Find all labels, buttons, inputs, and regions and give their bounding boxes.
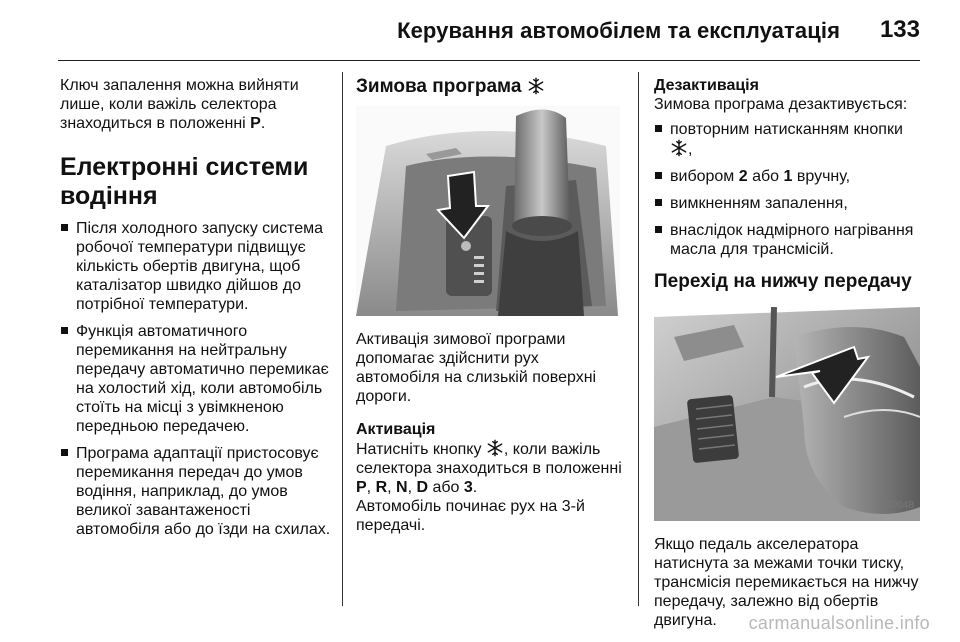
section-heading-electronic: Електронні системи водіння (60, 153, 309, 210)
column-divider-2 (638, 72, 639, 606)
figure-code: 30048 (886, 500, 914, 511)
column-divider-1 (342, 72, 343, 606)
column-3 (654, 76, 924, 630)
activation-heading: Активація (356, 421, 436, 438)
section-heading-winter: Зимова програма (356, 76, 626, 98)
snowflake-icon (527, 77, 545, 95)
section-heading-kickdown: Перехід на нижчу передачу (654, 271, 912, 292)
page-number: 133 (879, 16, 920, 43)
snowflake-icon (670, 139, 688, 157)
list-item: вибором 2 або 1 вручну, (654, 167, 924, 186)
snowflake-icon (486, 439, 504, 457)
intro-paragraph: Ключ запалення можна вийняти лише, коли важіль селектора знаходиться в положенні P. (60, 77, 299, 132)
column-2 (356, 76, 626, 535)
list-item: повторним натисканням кнопки , (654, 120, 924, 159)
deactivation-heading: Дезактивація (654, 77, 759, 94)
page-header (0, 0, 960, 58)
header-rule (58, 60, 920, 61)
running-title: Керування автомобілем та експлуатація (397, 18, 840, 43)
activation-paragraph: Натисніть кнопку , коли важіль селектора знаходиться в положенні P, R, N, D або 3. Автомобіль починає рух на 3-й передачі. (356, 441, 622, 534)
deactivation-intro: Зимова програма дезактивується: (654, 96, 908, 113)
bullet-list-electronic (60, 219, 332, 539)
kickdown-pedal-illustration (654, 307, 920, 521)
list-item: Програма адаптації пристосовує перемикання передач до умов водіння, наприклад, до умов великої завантаженості автомобіля або до їзди на схилах. (60, 444, 332, 539)
list-item: внаслідок надмірного нагрівання масла для трансмісій. (654, 221, 924, 259)
list-item: вимкненням запалення, (654, 194, 924, 213)
selector-lever-illustration (356, 106, 620, 316)
kickdown-paragraph: Якщо педаль акселератора натиснута за межами точки тиску, трансмісія перемикається на нижчу передачу, залежно від обертів двигуна. (654, 536, 919, 629)
bullet-list-deactivation (654, 120, 924, 259)
winter-caption: Активація зимової програми допомагає здійснити рух автомобіля на слизькій поверхні дороги. (356, 331, 597, 405)
watermark: carmanualsonline.info (748, 613, 930, 633)
column-1 (60, 76, 332, 547)
list-item: Після холодного запуску система робочої температури підвищує кількість обертів двигуна, щоб каталізатор швидко дійшов до потрібної температури. (60, 219, 332, 314)
list-item: Функція автоматичного перемикання на нейтральну передачу автоматично перемикає на холостий хід, коли автомобіль стоїть на місці з увімкненою передньою передачею. (60, 322, 332, 436)
